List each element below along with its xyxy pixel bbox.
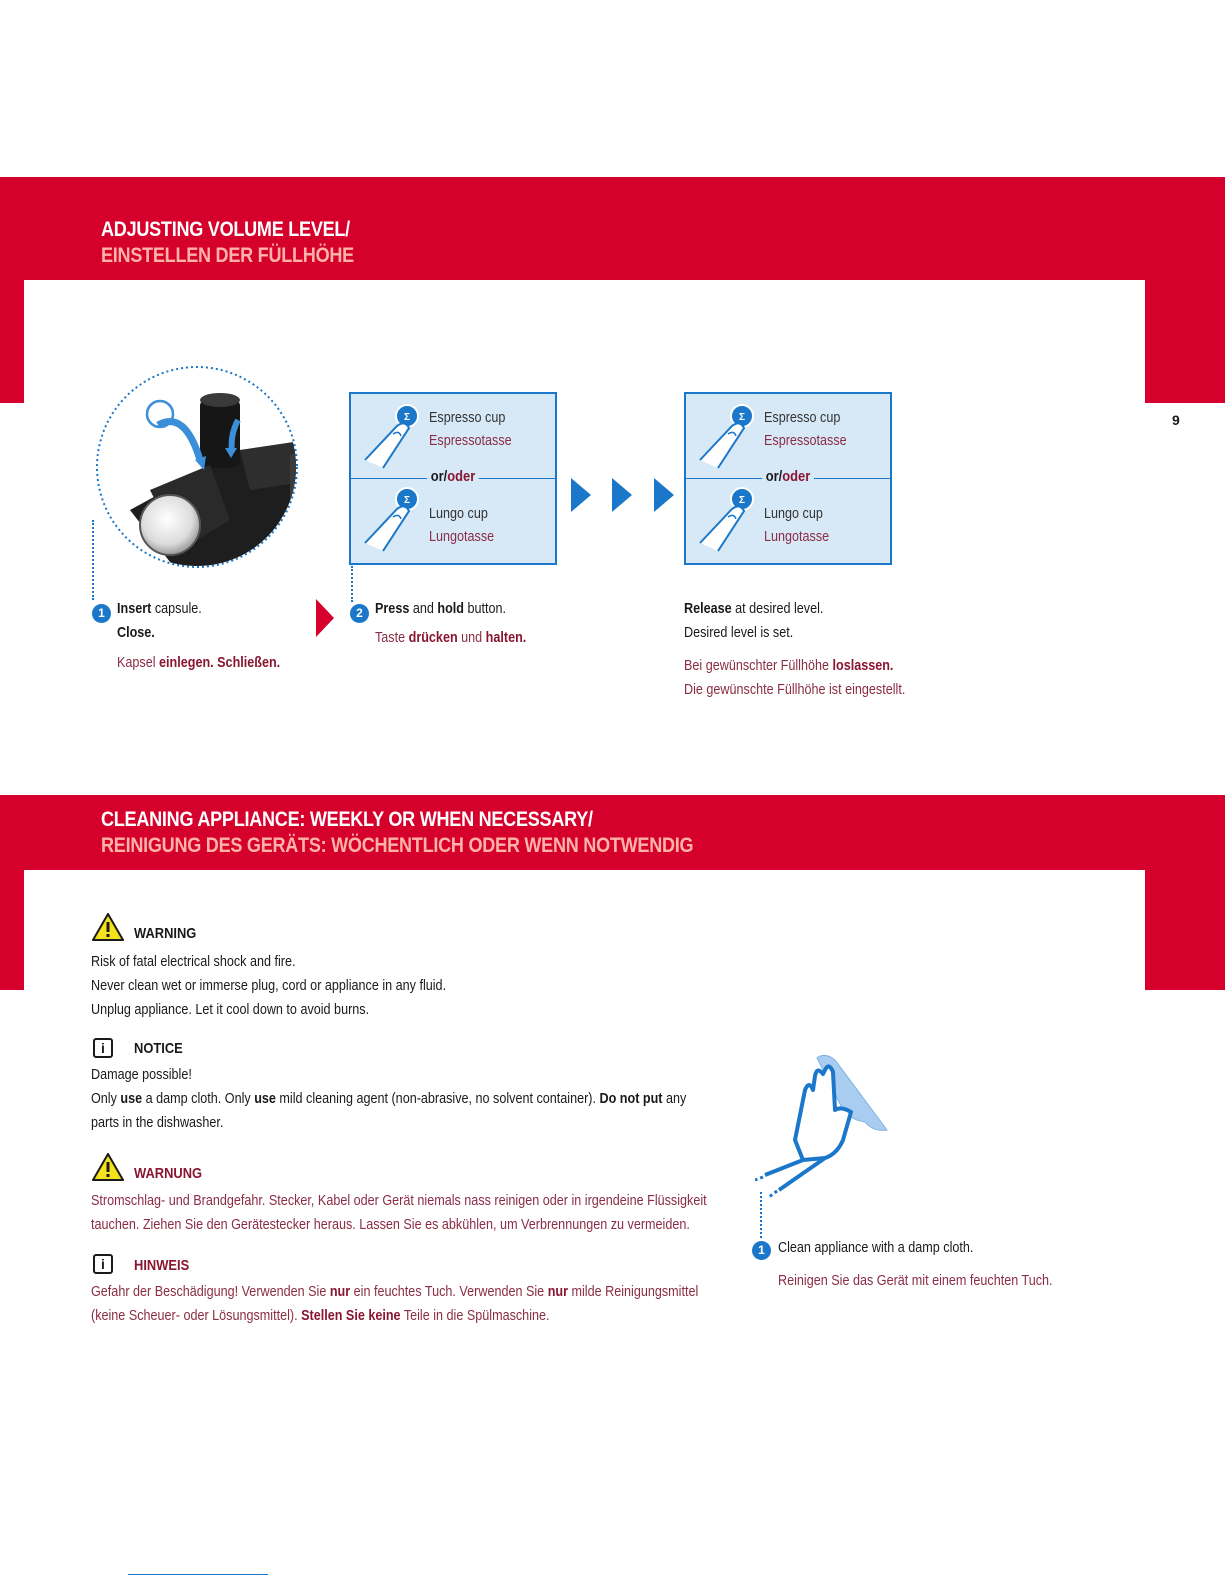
clean-step-de: Reinigen Sie das Gerät mit einem feuchten Tuch. bbox=[778, 1272, 1053, 1289]
hinweis-l2-c: Teile in die Spülmaschine. bbox=[400, 1307, 550, 1324]
panel1-lungo-en: Lungo cup bbox=[429, 505, 488, 522]
finger-press-icon bbox=[692, 481, 762, 553]
panel1-espresso-de: Espressotasse bbox=[429, 432, 512, 449]
panel2-espresso-en: Espresso cup bbox=[764, 409, 841, 426]
step3-release-rest: at desired level. bbox=[731, 600, 824, 617]
warnung-text bbox=[91, 1189, 707, 1237]
warning-triangle-icon bbox=[92, 912, 124, 942]
svg-text:Σ: Σ bbox=[403, 412, 411, 423]
step2-text-en bbox=[375, 597, 506, 621]
button-panel-1 bbox=[349, 392, 557, 565]
hinweis-heading: HINWEIS bbox=[134, 1257, 190, 1274]
notice-line1: Damage possible! bbox=[91, 1066, 192, 1083]
step1-de-bold: einlegen. Schließen. bbox=[159, 654, 281, 671]
section1-title-de: EINSTELLEN DER FÜLLHÖHE bbox=[101, 244, 354, 267]
step1-text-de bbox=[117, 651, 280, 675]
section1-title-en: ADJUSTING VOLUME LEVEL/ bbox=[101, 218, 350, 241]
step3-de-line2: Die gewünschte Füllhöhe ist eingestellt. bbox=[684, 681, 906, 698]
svg-text:Σ: Σ bbox=[738, 495, 746, 506]
warning-triangle-icon bbox=[92, 1152, 124, 1182]
notice-l2-donotput: Do not put bbox=[599, 1090, 663, 1107]
step3-de-bold: loslassen. bbox=[832, 657, 894, 674]
play-arrow-icon bbox=[654, 478, 674, 512]
step1-de-pre: Kapsel bbox=[117, 654, 160, 671]
footer-line bbox=[128, 1574, 268, 1575]
button-panel-2 bbox=[684, 392, 892, 565]
warning-line3: Unplug appliance. Let it cool down to avoid burns. bbox=[91, 1001, 370, 1018]
step3-de-pre: Bei gewünschter Füllhöhe bbox=[684, 657, 833, 674]
hand-wiping-icon bbox=[755, 1050, 900, 1200]
panel1-or-de: oder bbox=[447, 468, 476, 485]
notice-l2-e: mild cleaning agent (non-abrasive, no solvent container). bbox=[275, 1090, 600, 1107]
warning-line1: Risk of fatal electrical shock and fire. bbox=[91, 953, 296, 970]
step2-text-de bbox=[375, 626, 526, 650]
clean-step-connector-line bbox=[760, 1192, 762, 1238]
notice-text bbox=[91, 1063, 686, 1135]
section2-title-de: REINIGUNG DES GERÄTS: WÖCHENTLICH ODER WENN NOTWENDIG bbox=[101, 834, 694, 857]
panel1-or-en: or/ bbox=[430, 468, 448, 485]
hinweis-l1-c: ein feuchtes Tuch. Verwenden Sie bbox=[350, 1283, 548, 1300]
capsule-insert-illustration bbox=[90, 360, 305, 575]
hinweis-l2-bold: Stellen Sie keine bbox=[301, 1307, 401, 1324]
step2-de-bold2: halten. bbox=[485, 629, 527, 646]
step1-connector-line bbox=[92, 520, 94, 600]
panel2-lungo-de: Lungotasse bbox=[764, 528, 830, 545]
page-number: 9 bbox=[1172, 412, 1180, 428]
notice-l2-use2: use bbox=[254, 1090, 276, 1107]
info-icon: i bbox=[93, 1038, 113, 1058]
warning-line2: Never clean wet or immerse plug, cord or appliance in any fluid. bbox=[91, 977, 447, 994]
notice-heading: NOTICE bbox=[134, 1040, 183, 1057]
step2-and: and bbox=[409, 600, 438, 617]
section2-title bbox=[101, 807, 693, 859]
svg-text:Σ: Σ bbox=[403, 495, 411, 506]
finger-press-icon bbox=[692, 398, 762, 470]
step2-number-badge: 2 bbox=[350, 604, 369, 623]
step2-rest: button. bbox=[463, 600, 507, 617]
clean-step-number-badge: 1 bbox=[752, 1241, 771, 1260]
notice-line3: parts in the dishwasher. bbox=[91, 1114, 224, 1131]
hinweis-text bbox=[91, 1280, 698, 1328]
notice-l2-c: a damp cloth. Only bbox=[142, 1090, 255, 1107]
step2-hold-bold: hold bbox=[437, 600, 464, 617]
panel2-or-de: oder bbox=[782, 468, 811, 485]
step1-insert-rest: capsule. bbox=[151, 600, 202, 617]
svg-text:Σ: Σ bbox=[738, 412, 746, 423]
panel1-espresso-en: Espresso cup bbox=[429, 409, 506, 426]
step2-de-bold1: drücken bbox=[408, 629, 458, 646]
step2-press-bold: Press bbox=[375, 600, 410, 617]
step2-de-pre: Taste bbox=[375, 629, 409, 646]
warnung-line1: Stromschlag- und Brandgefahr. Stecker, Kabel oder Gerät niemals nass reinigen oder in irgendeine Flüssigkeit bbox=[91, 1192, 707, 1209]
warning-text bbox=[91, 950, 446, 1022]
warnung-heading: WARNUNG bbox=[134, 1165, 203, 1182]
section2-title-en: CLEANING APPLIANCE: WEEKLY OR WHEN NECESSARY/ bbox=[101, 808, 593, 831]
notice-l2-g: any bbox=[662, 1090, 687, 1107]
finger-press-icon bbox=[357, 481, 427, 553]
info-icon: i bbox=[93, 1254, 113, 1274]
red-arrow-icon bbox=[316, 599, 334, 637]
step1-text-en bbox=[117, 597, 202, 645]
warning-heading: WARNING bbox=[134, 925, 197, 942]
step3-release-bold: Release bbox=[684, 600, 732, 617]
hinweis-l1-e: milde Reinigungsmittel bbox=[568, 1283, 699, 1300]
step3-level-set: Desired level is set. bbox=[684, 624, 794, 641]
play-arrow-icon bbox=[612, 478, 632, 512]
hinweis-l1-a: Gefahr der Beschädigung! Verwenden Sie bbox=[91, 1283, 330, 1300]
play-arrow-icon bbox=[571, 478, 591, 512]
clean-step-en: Clean appliance with a damp cloth. bbox=[778, 1239, 974, 1256]
panel1-lungo-de: Lungotasse bbox=[429, 528, 495, 545]
panel2-espresso-de: Espressotasse bbox=[764, 432, 847, 449]
warnung-line2: tauchen. Ziehen Sie den Gerätestecker heraus. Lassen Sie es abkühlen, um Verbrennungen zu vermeiden. bbox=[91, 1216, 690, 1233]
notice-l2-a: Only bbox=[91, 1090, 121, 1107]
hinweis-l2-a: (keine Scheuer- oder Lösungsmittel). bbox=[91, 1307, 302, 1324]
step1-number-badge: 1 bbox=[92, 604, 111, 623]
step3-text-en bbox=[684, 597, 823, 645]
finger-press-icon bbox=[357, 398, 427, 470]
step2-connector-line bbox=[351, 566, 353, 602]
step3-text-de bbox=[684, 654, 905, 702]
step1-close-bold: Close. bbox=[117, 624, 155, 641]
hinweis-l1-nur1: nur bbox=[329, 1283, 351, 1300]
notice-l2-use1: use bbox=[120, 1090, 143, 1107]
step2-de-mid: und bbox=[457, 629, 486, 646]
panel2-or-en: or/ bbox=[765, 468, 783, 485]
hinweis-l1-nur2: nur bbox=[547, 1283, 569, 1300]
step1-insert-bold: Insert bbox=[117, 600, 152, 617]
panel2-lungo-en: Lungo cup bbox=[764, 505, 823, 522]
section1-title bbox=[101, 217, 354, 269]
